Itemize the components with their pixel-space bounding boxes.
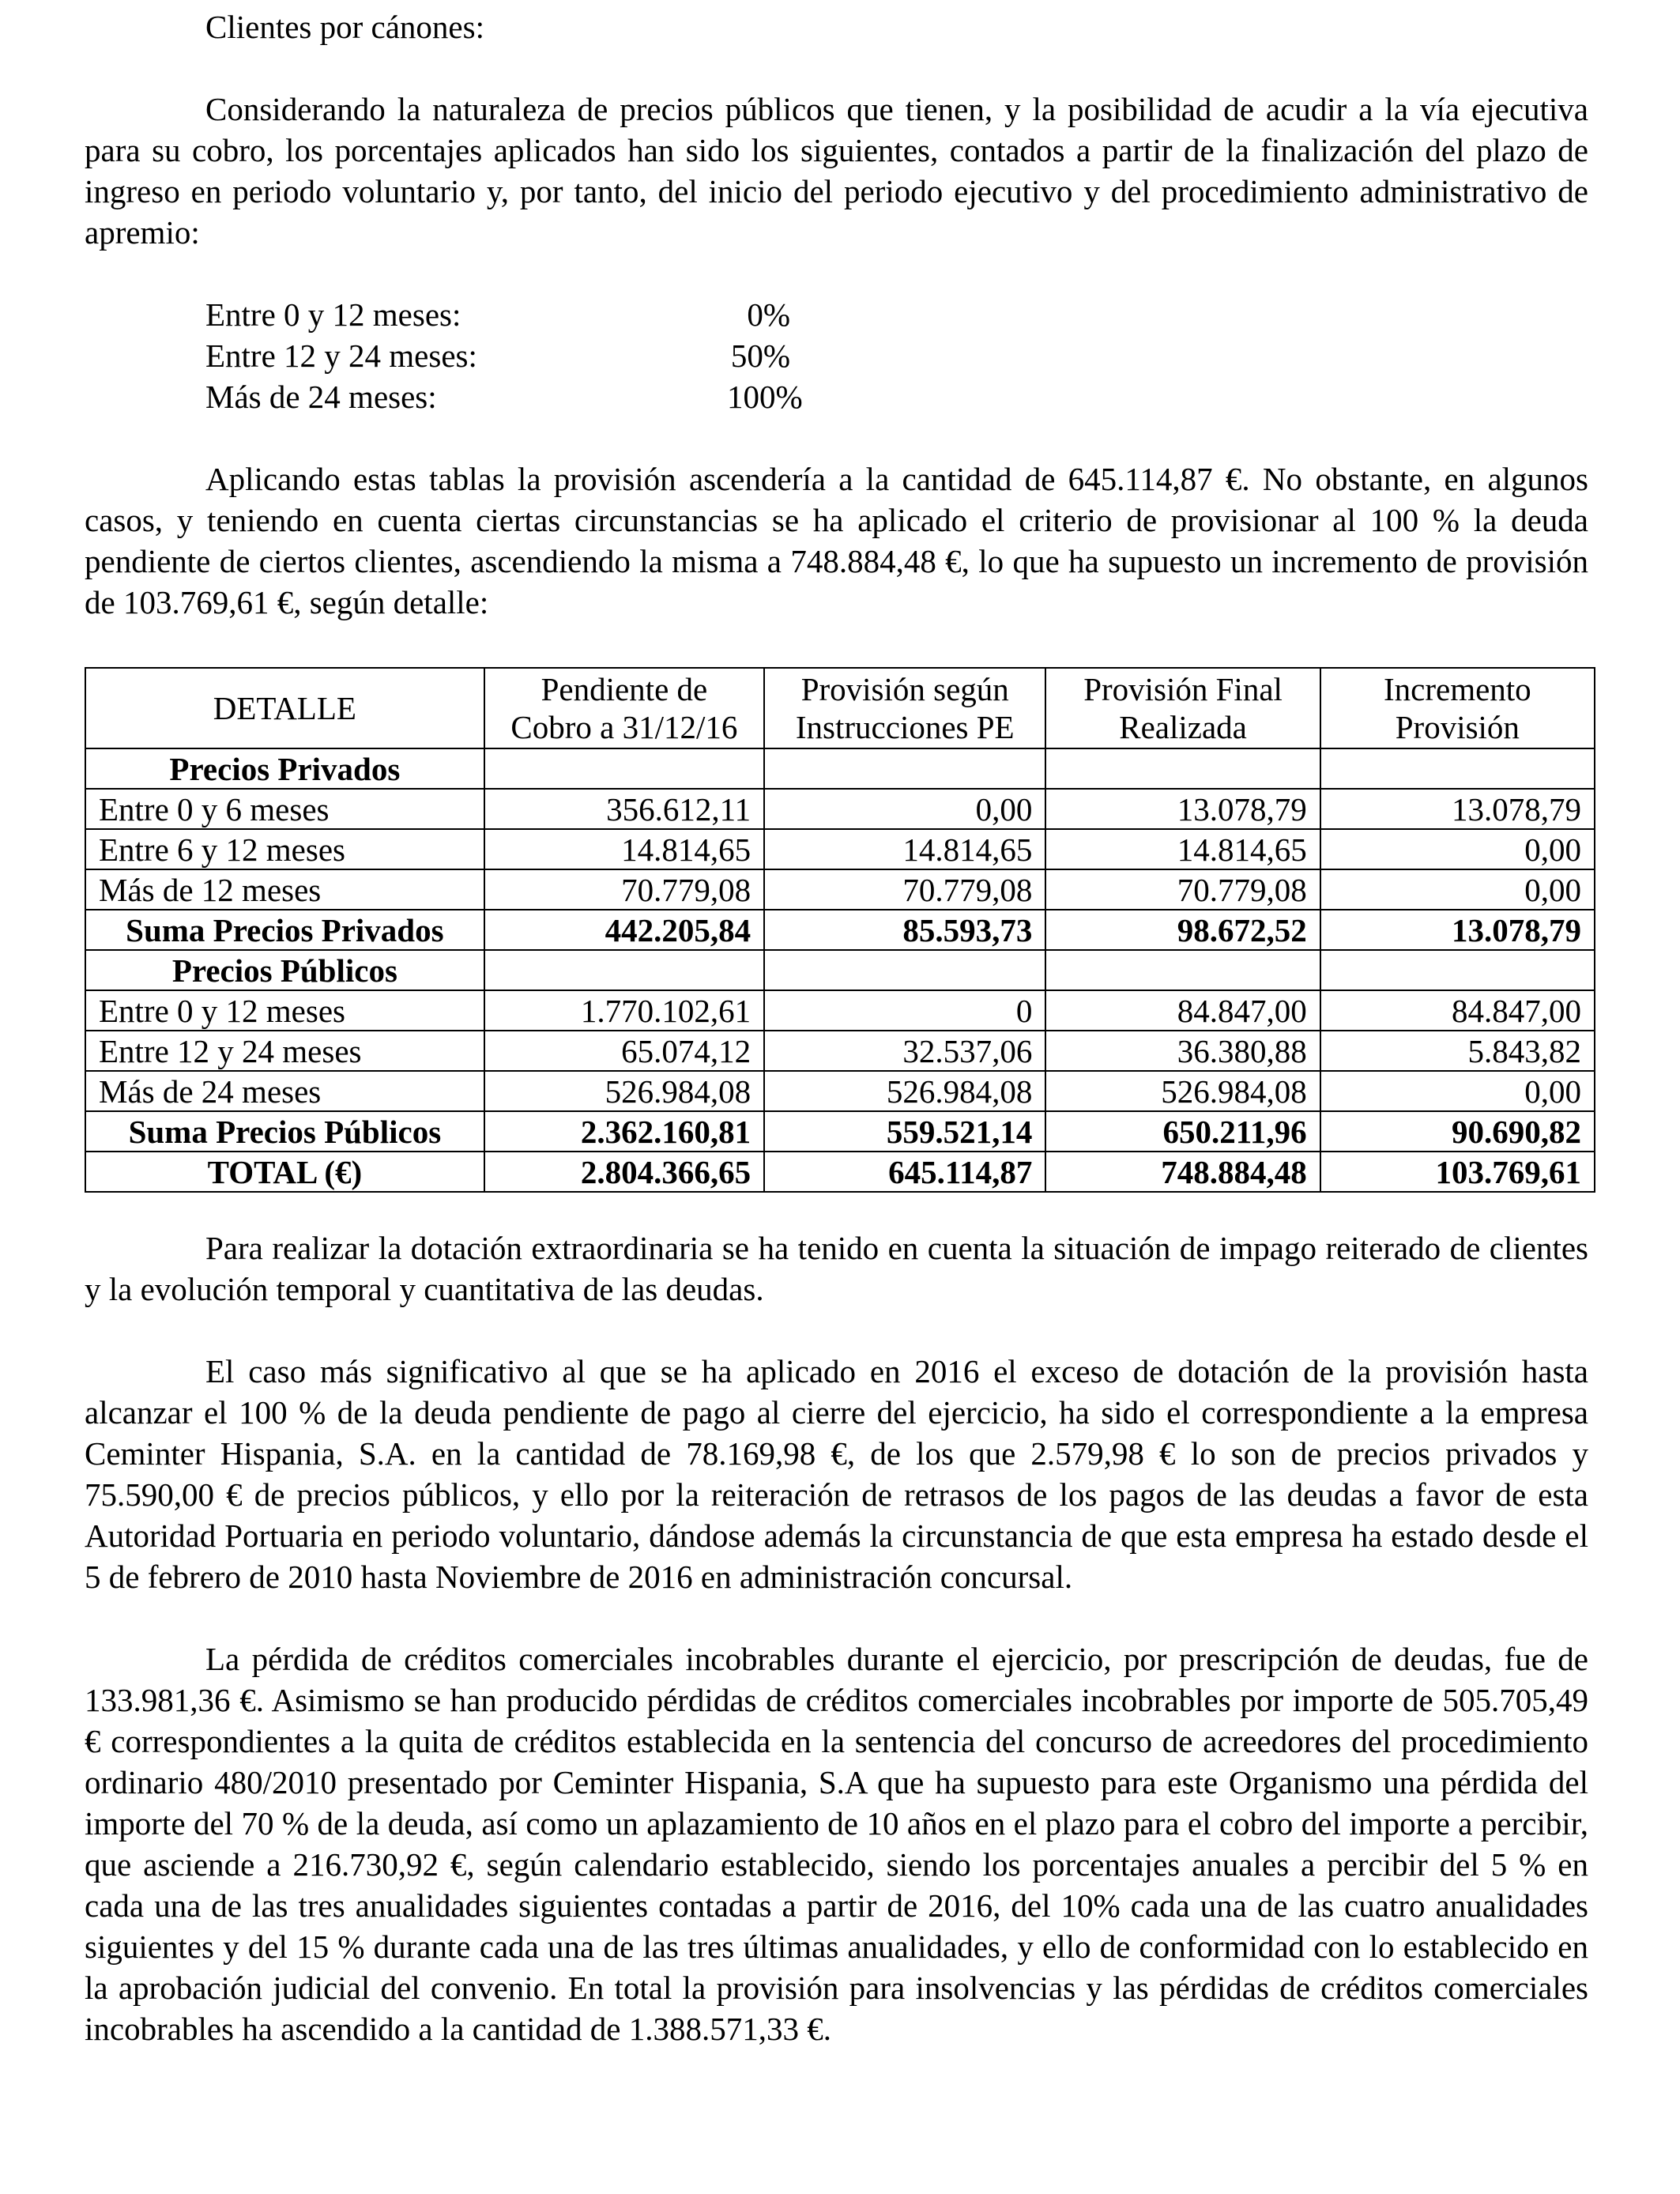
rate-value: 0% [747, 296, 790, 333]
table-cell: 32.537,06 [764, 1031, 1045, 1071]
table-cell: 103.769,61 [1320, 1152, 1595, 1192]
table-row [85, 789, 1595, 829]
table-cell: 2.804.366,65 [484, 1152, 764, 1192]
table-cell: 14.814,65 [764, 829, 1045, 869]
table-cell: 85.593,73 [764, 910, 1045, 950]
provision-detail-table [85, 667, 1595, 1193]
table-cell: 70.779,08 [1045, 869, 1320, 910]
column-header-provision-pe: Provisión según Instrucciones PE [764, 668, 1045, 748]
table-cell: Entre 0 y 12 meses [85, 990, 484, 1031]
table-cell: Entre 0 y 6 meses [85, 789, 484, 829]
table-cell: 98.672,52 [1045, 910, 1320, 950]
table-cell [764, 950, 1045, 990]
rate-value: 100% [727, 379, 803, 415]
rate-value: 50% [730, 337, 790, 374]
table-cell: 748.884,48 [1045, 1152, 1320, 1192]
table-cell: 90.690,82 [1320, 1111, 1595, 1152]
table-cell [1045, 748, 1320, 789]
table-cell: Más de 24 meses [85, 1071, 484, 1111]
table-cell: 0,00 [1320, 829, 1595, 869]
table-row [85, 1031, 1595, 1071]
rate-label: Entre 12 y 24 meses: [205, 337, 477, 374]
table-cell: 0 [764, 990, 1045, 1031]
rates-list [205, 294, 1588, 417]
rate-row [205, 294, 1588, 335]
table-cell: 14.814,65 [484, 829, 764, 869]
table-cell: 36.380,88 [1045, 1031, 1320, 1071]
table-cell: 65.074,12 [484, 1031, 764, 1071]
table-cell: 1.770.102,61 [484, 990, 764, 1031]
table-row [85, 869, 1595, 910]
table-cell: Más de 12 meses [85, 869, 484, 910]
table-cell: 70.779,08 [484, 869, 764, 910]
table-cell: 84.847,00 [1045, 990, 1320, 1031]
table-cell: 526.984,08 [484, 1071, 764, 1111]
table-cell: 84.847,00 [1320, 990, 1595, 1031]
table-cell [484, 950, 764, 990]
table-cell: Entre 12 y 24 meses [85, 1031, 484, 1071]
table-cell: 356.612,11 [484, 789, 764, 829]
total-row [85, 1152, 1595, 1192]
table-cell: 2.362.160,81 [484, 1111, 764, 1152]
rate-row [205, 335, 1588, 376]
column-header-detalle: DETALLE [85, 668, 484, 748]
perdida-paragraph: La pérdida de créditos comerciales incobrables durante el ejercicio, por prescripción de deudas, fue de 133.981,36 €. Asimismo se han producido pérdidas de créditos comerciales incobrables por importe de 505.705,49 € correspondientes a la quita de créditos establecida en la sentencia del concurso de acreedores del procedimiento ordinario 480/2010 presentado por Ceminter Hispania, S.A que ha supuesto para este Organismo una pérdida del importe del 70 % de la deuda, así como un aplazamiento de 10 años en el plazo para el cobro del importe a percibir, que asciende a 216.730,92 €, según calendario establecido, siendo los porcentajes anuales a percibir del 5 % en cada una de las tres anualidades siguientes contadas a partir de 2016, del 10% cada una de las cuatro anualidades siguientes y del 15 % durante cada una de las tres últimas anualidades, y ello de conformidad con lo establecido en la aprobación judicial del convenio. En total la provisión para insolvencias y las pérdidas de créditos comerciales incobrables ha ascendido a la cantidad de 1.388.571,33 €. [85, 1641, 1588, 2047]
table-cell: Suma Precios Privados [85, 910, 484, 950]
column-header-pendiente: Pendiente de Cobro a 31/12/16 [484, 668, 764, 748]
table-row [85, 990, 1595, 1031]
table-cell: 526.984,08 [764, 1071, 1045, 1111]
table-cell [1045, 950, 1320, 990]
caso-paragraph: El caso más significativo al que se ha aplicado en 2016 el exceso de dotación de la provisión hasta alcanzar el 100 % de la deuda pendiente de pago al cierre del ejercicio, ha sido el correspondiente a la empresa Ceminter Hispania, S.A. en la cantidad de 78.169,98 €, de los que 2.579,98 € lo son de precios privados y 75.590,00 € de precios públicos, y ello por la reiteración de retrasos de los pagos de las deudas a favor de esta Autoridad Portuaria en periodo voluntario, dándose además la circunstancia de que esta empresa ha estado desde el 5 de febrero de 2010 hasta Noviembre de 2016 en administración concursal. [85, 1353, 1588, 1595]
column-header-incremento: Incremento Provisión [1320, 668, 1595, 748]
rate-label: Entre 0 y 12 meses: [205, 296, 461, 333]
table-cell [1320, 950, 1595, 990]
table-cell: 559.521,14 [764, 1111, 1045, 1152]
table-row [85, 1071, 1595, 1111]
section-row-publicos [85, 950, 1595, 990]
table-row [85, 829, 1595, 869]
intro-paragraph: Considerando la naturaleza de precios públicos que tienen, y la posibilidad de acudir a la vía ejecutiva para su cobro, los porcentajes aplicados han sido los siguientes, contados a partir de la finalización del plazo de ingreso en periodo voluntario y, por tanto, del inicio del periodo ejecutivo y del procedimiento administrativo de apremio: [85, 91, 1588, 251]
table-cell: 0,00 [764, 789, 1045, 829]
table-cell: 526.984,08 [1045, 1071, 1320, 1111]
column-header-provision-final: Provisión Final Realizada [1045, 668, 1320, 748]
table-cell: 5.843,82 [1320, 1031, 1595, 1071]
table-cell: 645.114,87 [764, 1152, 1045, 1192]
table-header-row [85, 668, 1595, 748]
table-cell: Precios Públicos [85, 950, 484, 990]
table-cell: 70.779,08 [764, 869, 1045, 910]
table-cell [1320, 748, 1595, 789]
section-heading: Clientes por cánones: [205, 9, 484, 45]
table-cell: 13.078,79 [1045, 789, 1320, 829]
rate-label: Más de 24 meses: [205, 379, 437, 415]
table-cell: Entre 6 y 12 meses [85, 829, 484, 869]
table-cell: 0,00 [1320, 1071, 1595, 1111]
table-cell: 0,00 [1320, 869, 1595, 910]
table-cell [764, 748, 1045, 789]
table-cell: 650.211,96 [1045, 1111, 1320, 1152]
dotacion-paragraph: Para realizar la dotación extraordinaria se ha tenido en cuenta la situación de impago reiterado de clientes y la evolución temporal y cuantitativa de las deudas. [85, 1230, 1588, 1307]
subtotal-row-privados [85, 910, 1595, 950]
table-cell: Precios Privados [85, 748, 484, 789]
table-cell: 442.205,84 [484, 910, 764, 950]
table-cell [484, 748, 764, 789]
provision-paragraph: Aplicando estas tablas la provisión ascendería a la cantidad de 645.114,87 €. No obstante, en algunos casos, y teniendo en cuenta ciertas circunstancias se ha aplicado el criterio de provisionar al 100 % la deuda pendiente de ciertos clientes, ascendiendo la misma a 748.884,48 €, lo que ha supuesto un incremento de provisión de 103.769,61 €, según detalle: [85, 461, 1588, 620]
table-cell: 13.078,79 [1320, 789, 1595, 829]
rate-row [205, 376, 1588, 417]
subtotal-row-publicos [85, 1111, 1595, 1152]
table-cell: 14.814,65 [1045, 829, 1320, 869]
section-row-privados [85, 748, 1595, 789]
table-cell: 13.078,79 [1320, 910, 1595, 950]
table-cell: TOTAL (€) [85, 1152, 484, 1192]
table-cell: Suma Precios Públicos [85, 1111, 484, 1152]
